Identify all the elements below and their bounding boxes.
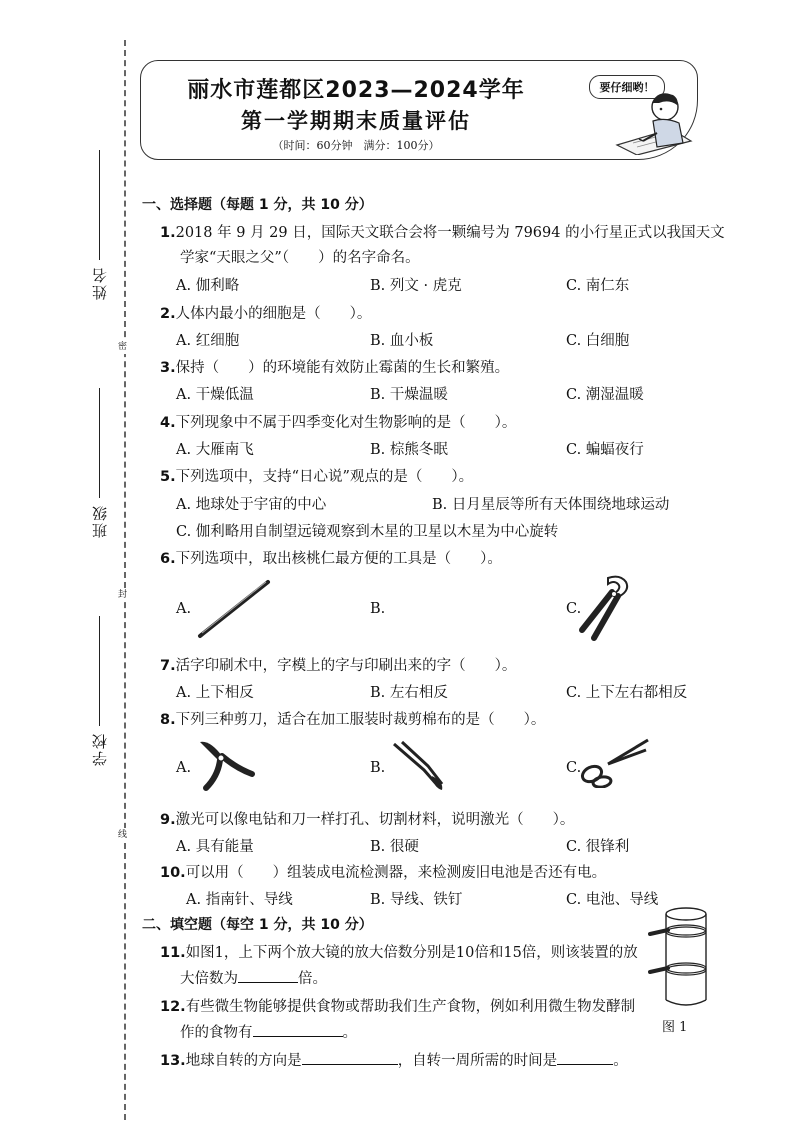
q3-option-c[interactable]: C. 潮湿温暖 xyxy=(566,387,644,403)
question-1: 1.2018 年 9 月 29 日，国际天文联合会将一颗编号为 79694 的小行星正式以我国天文 xyxy=(160,225,725,241)
magnifier-tube-figure xyxy=(648,904,714,1014)
q11-answer-blank[interactable] xyxy=(238,968,298,983)
q1-option-c[interactable]: C. 南仁东 xyxy=(566,278,630,294)
q2-option-c[interactable]: C. 白细胞 xyxy=(566,333,630,349)
figure-1-label: 图 1 xyxy=(662,1020,688,1035)
q3-option-a[interactable]: A. 干燥低温 xyxy=(176,387,254,403)
class-label: 班级 xyxy=(90,504,109,538)
binding-strip xyxy=(0,0,140,1122)
cut-mark-mi: 密 xyxy=(118,342,128,352)
q5-option-c[interactable]: C. 伽利略用自制望远镜观察到木星的卫星以木星为中心旋转 xyxy=(176,524,559,540)
question-11: 11.如图1，上下两个放大镜的放大倍数分别是10倍和15倍，则该装置的放 xyxy=(160,945,638,961)
q4-option-a[interactable]: A. 大雁南飞 xyxy=(176,442,254,458)
question-2: 2.人体内最小的细胞是（ ）。 xyxy=(160,306,372,322)
metal-rod-icon xyxy=(194,578,274,642)
q6-option-c[interactable]: C. xyxy=(566,601,582,617)
q8-option-a[interactable]: A. xyxy=(176,760,192,776)
exam-meta: （时间：60分钟 满分：100分） xyxy=(272,139,440,152)
header-banner xyxy=(140,60,698,160)
q7-option-a[interactable]: A. 上下相反 xyxy=(176,685,254,701)
q13-answer-blank-2[interactable] xyxy=(557,1050,613,1065)
q10-option-c[interactable]: C. 电池、导线 xyxy=(566,892,659,908)
question-4: 4.下列现象中不属于四季变化对生物影响的是（ ）。 xyxy=(160,415,517,431)
q8-option-c[interactable]: C. xyxy=(566,760,582,776)
q9-option-a[interactable]: A. 具有能量 xyxy=(176,839,254,855)
cut-mark-feng: 封 xyxy=(118,590,128,600)
q10-option-a[interactable]: A. 指南针、导线 xyxy=(186,892,293,908)
thread-snips-icon xyxy=(388,738,448,792)
q5-option-b[interactable]: B. 日月星辰等所有天体围绕地球运动 xyxy=(432,497,670,513)
question-1-line2: 学家“天眼之父”（ ）的名字命名。 xyxy=(180,250,420,266)
q4-option-c[interactable]: C. 蝙蝠夜行 xyxy=(566,442,644,458)
q3-option-b[interactable]: B. 干燥温暖 xyxy=(370,387,448,403)
q4-option-b[interactable]: B. 棕熊冬眠 xyxy=(370,442,448,458)
question-5: 5.下列选项中，支持“日心说”观点的是（ ）。 xyxy=(160,469,474,485)
q10-option-b[interactable]: B. 导线、铁钉 xyxy=(370,892,463,908)
q12-answer-blank[interactable] xyxy=(253,1022,343,1037)
question-3: 3.保持（ ）的环境能有效防止霉菌的生长和繁殖。 xyxy=(160,360,510,376)
q1-option-a[interactable]: A. 伽利略 xyxy=(176,278,240,294)
q5-option-a[interactable]: A. 地球处于宇宙的中心 xyxy=(176,497,327,513)
section-1-title: 一、选择题（每题 1 分，共 10 分） xyxy=(142,197,373,213)
cut-line xyxy=(124,40,126,1120)
question-10: 10.可以用（ ）组装成电流检测器，来检测废旧电池是否还有电。 xyxy=(160,865,607,881)
q9-option-b[interactable]: B. 很硬 xyxy=(370,839,419,855)
question-9: 9.激光可以像电钻和刀一样打孔、切割材料，说明激光（ ）。 xyxy=(160,812,575,828)
speech-bubble: 要仔细哟！ xyxy=(589,75,665,99)
pruning-shears-icon xyxy=(196,734,260,794)
exam-title-line1: 丽水市莲都区2023—2024学年 xyxy=(187,78,525,103)
q6-option-a[interactable]: A. xyxy=(176,601,192,617)
question-13: 13.地球自转的方向是 ，自转一周所需的时间是 。 xyxy=(160,1049,628,1070)
q8-option-b[interactable]: B. xyxy=(370,760,386,776)
fabric-scissors-icon xyxy=(578,736,650,788)
nutcracker-icon xyxy=(574,572,634,642)
question-11-line2: 大倍数为 倍。 xyxy=(180,967,327,988)
q6-option-b[interactable]: B. xyxy=(370,601,386,617)
question-12-line2: 作的食物有 。 xyxy=(180,1021,357,1042)
exam-title-line2: 第一学期期末质量评估 xyxy=(241,109,471,133)
q2-option-a[interactable]: A. 红细胞 xyxy=(176,333,240,349)
school-field[interactable] xyxy=(86,616,112,766)
question-6: 6.下列选项中，取出核桃仁最方便的工具是（ ）。 xyxy=(160,551,502,567)
school-label: 学校 xyxy=(90,732,109,766)
q13-answer-blank-1[interactable] xyxy=(302,1050,398,1065)
cut-mark-xian: 线 xyxy=(118,830,128,840)
q9-option-c[interactable]: C. 很锋利 xyxy=(566,839,630,855)
q7-option-b[interactable]: B. 左右相反 xyxy=(370,685,448,701)
student-writing-icon xyxy=(613,89,695,155)
name-field[interactable] xyxy=(86,150,112,300)
q1-option-b[interactable]: B. 列文 · 虎克 xyxy=(370,278,462,294)
question-8: 8.下列三种剪刀，适合在加工服装时裁剪棉布的是（ ）。 xyxy=(160,712,546,728)
q7-option-c[interactable]: C. 上下左右都相反 xyxy=(566,685,688,701)
question-12: 12.有些微生物能够提供食物或帮助我们生产食物，例如利用微生物发酵制 xyxy=(160,999,636,1015)
section-2-title: 二、填空题（每空 1 分，共 10 分） xyxy=(142,917,373,933)
question-7: 7.活字印刷术中，字模上的字与印刷出来的字（ ）。 xyxy=(160,658,517,674)
q2-option-b[interactable]: B. 血小板 xyxy=(370,333,434,349)
name-label: 姓名 xyxy=(90,266,109,300)
class-field[interactable] xyxy=(86,388,112,538)
